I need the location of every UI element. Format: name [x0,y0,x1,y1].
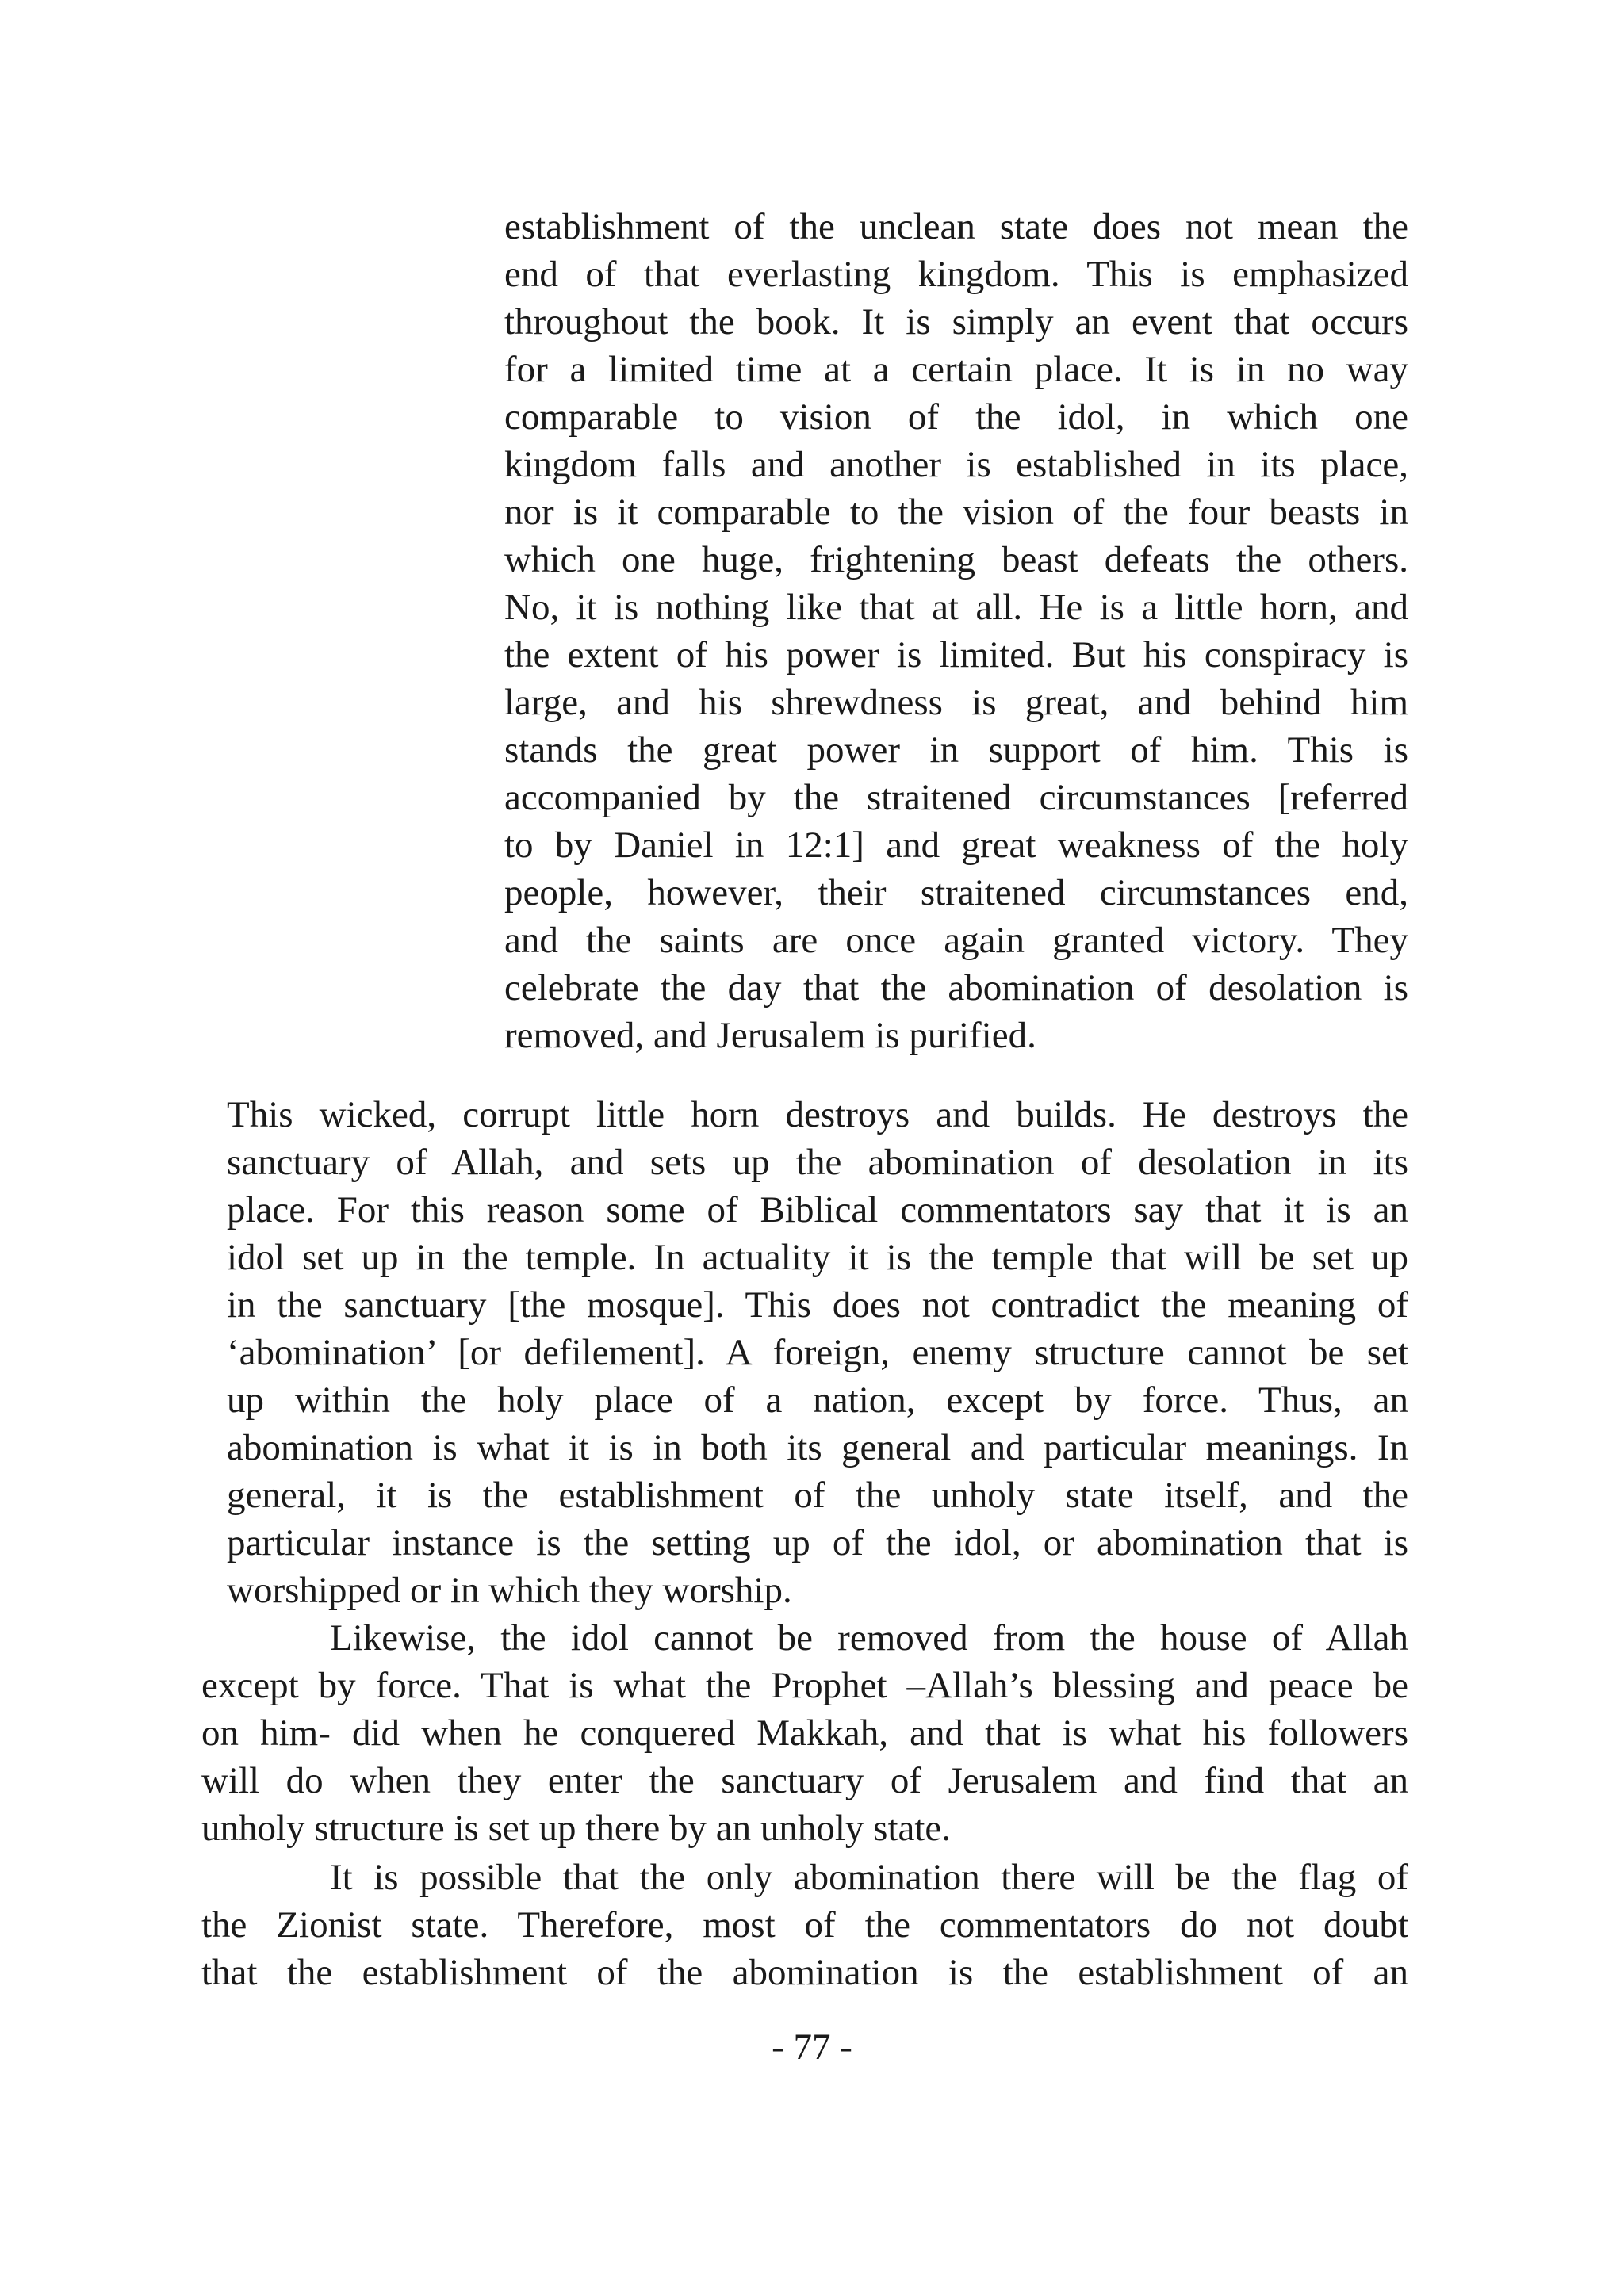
paragraph-line: worshipped or in which they worship. [227,1570,792,1611]
quote-line: and the saints are once again granted victory. They [504,920,1408,961]
quote-line: removed, and Jerusalem is purified. [504,1015,1036,1056]
quote-line: kingdom falls and another is established in its place, [504,444,1408,485]
paragraph-line: This wicked, corrupt little horn destroys and builds. He destroys the [227,1094,1408,1135]
paragraph-line: place. For this reason some of Biblical commentators say that it is an [227,1189,1408,1230]
quote-line: accompanied by the straitened circumstances [referred [504,777,1408,818]
quote-line: people, however, their straitened circumstances end, [504,872,1408,913]
paragraph-line: Likewise, the idol cannot be removed from the house of Allah [330,1617,1408,1659]
quote-line: establishment of the unclean state does not mean the [504,206,1408,247]
paragraph-line: up within the holy place of a nation, except by force. Thus, an [227,1380,1408,1421]
paragraph-line: particular instance is the setting up of the idol, or abomination that is [227,1522,1408,1563]
paragraph-line: general, it is the establishment of the unholy state itself, and the [227,1475,1408,1516]
quote-line: the extent of his power is limited. But his conspiracy is [504,634,1408,675]
paragraph-line: unholy structure is set up there by an unholy state. [201,1808,952,1849]
paragraph-line: ‘abomination’ [or defilement]. A foreign, enemy structure cannot be set [227,1332,1408,1373]
paragraph-line: except by force. That is what the Prophet –Allah’s blessing and peace be [201,1665,1408,1706]
paragraph-line: It is possible that the only abomination there will be the flag of [330,1857,1408,1898]
quote-line: nor is it comparable to the vision of the four beasts in [504,492,1408,533]
quote-line: throughout the book. It is simply an event that occurs [504,301,1408,342]
quote-line: to by Daniel in 12:1] and great weakness of the holy [504,825,1408,866]
quote-line: No, it is nothing like that at all. He is a little horn, and [504,587,1408,628]
page-number: - 77 - [772,2026,852,2068]
quote-line: comparable to vision of the idol, in which one [504,396,1408,438]
paragraph-line: abomination is what it is in both its general and particular meanings. In [227,1427,1408,1468]
quote-line: large, and his shrewdness is great, and behind him [504,682,1408,723]
paragraph-line: on him- did when he conquered Makkah, and that is what his followers [201,1712,1408,1754]
paragraph-line: will do when they enter the sanctuary of Jerusalem and find that an [201,1760,1408,1801]
paragraph-line: in the sanctuary [the mosque]. This does not contradict the meaning of [227,1284,1408,1326]
quote-line: end of that everlasting kingdom. This is emphasized [504,254,1408,295]
quote-line: for a limited time at a certain place. It is in no way [504,349,1408,390]
paragraph-line: idol set up in the temple. In actuality it is the temple that will be set up [227,1237,1408,1278]
quote-line: stands the great power in support of him. This is [504,729,1408,771]
quote-line: which one huge, frightening beast defeats the others. [504,539,1408,580]
paragraph-line: sanctuary of Allah, and sets up the abomination of desolation in its [227,1142,1408,1183]
paragraph-line: that the establishment of the abomination is the establishment of an [201,1952,1408,1993]
quote-line: celebrate the day that the abomination of desolation is [504,967,1408,1008]
paragraph-line: the Zionist state. Therefore, most of the commentators do not doubt [201,1904,1408,1946]
